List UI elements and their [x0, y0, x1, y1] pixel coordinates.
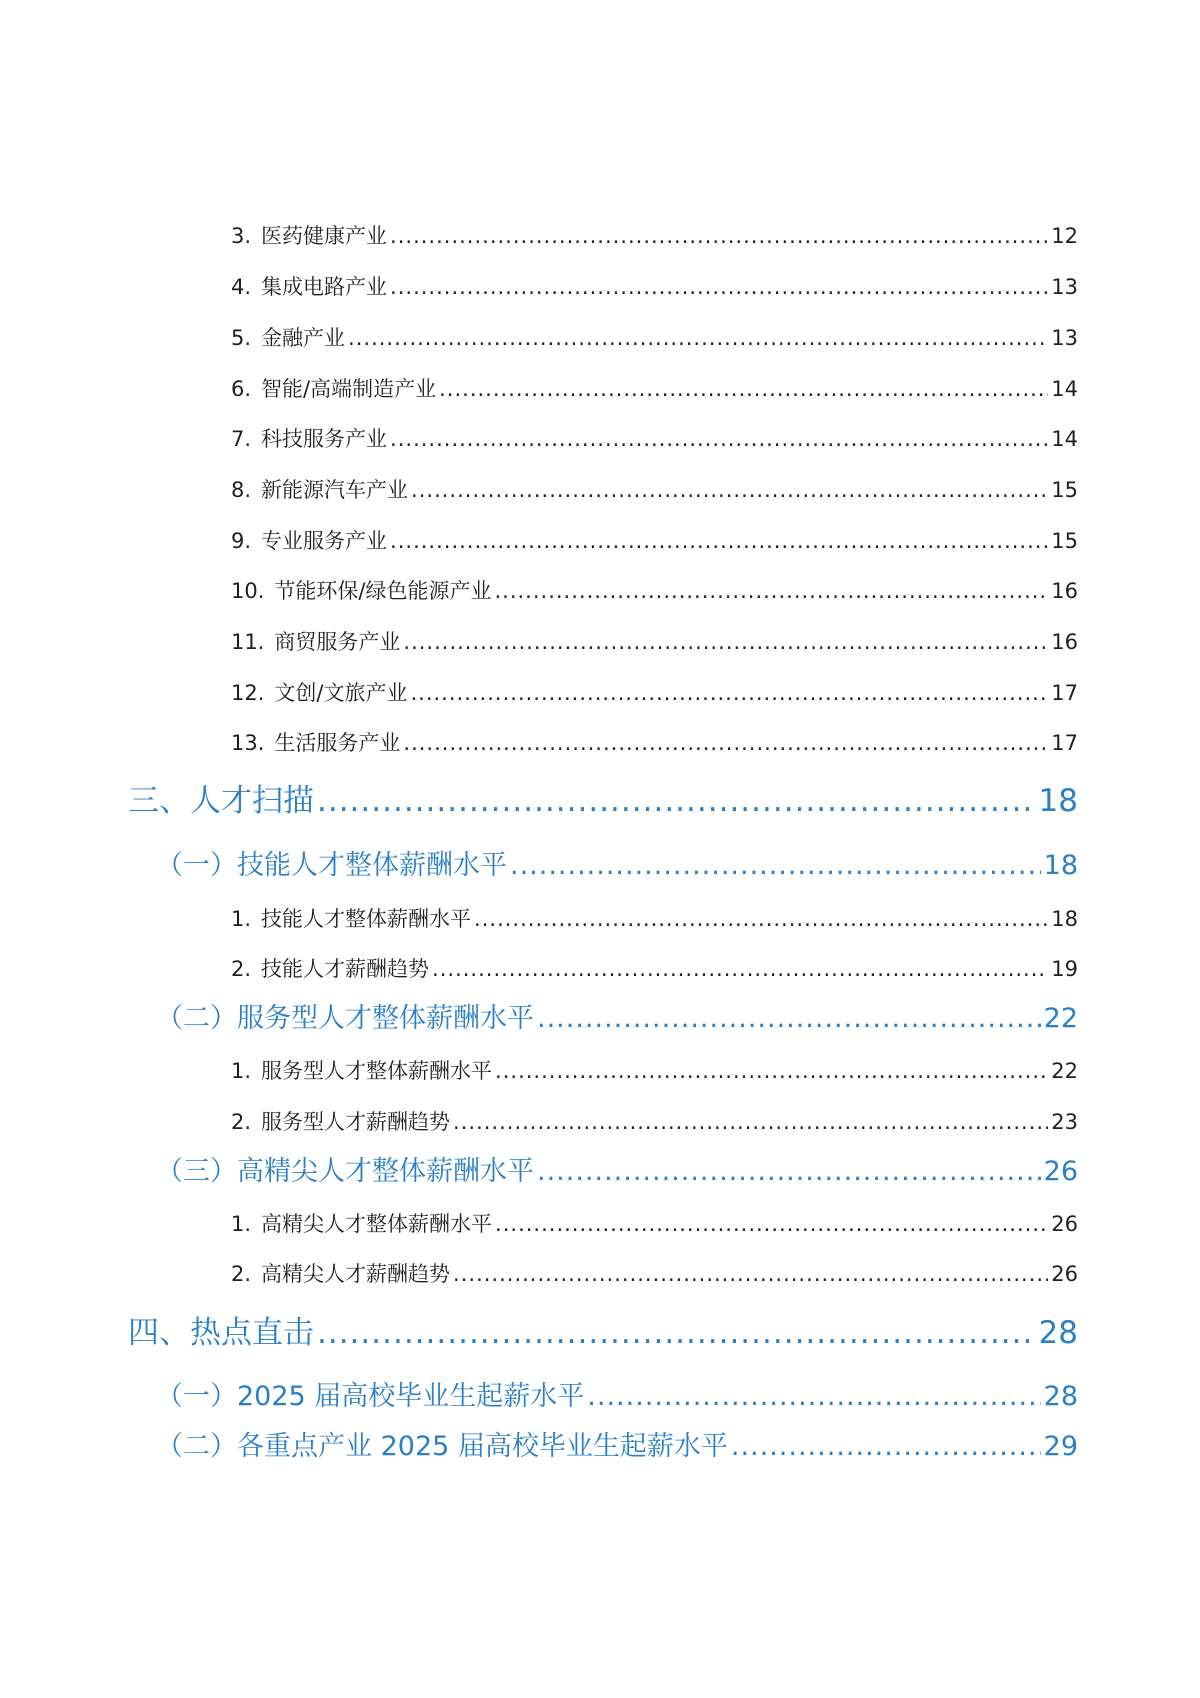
toc-entry-title: （一）技能人才整体薪酬水平: [156, 850, 507, 881]
dot-leader: [411, 478, 1048, 502]
toc-page-number: 14: [1051, 427, 1078, 451]
toc-entry[interactable]: [231, 373, 1078, 403]
toc-page-number: 26: [1051, 1262, 1078, 1286]
toc-page-number: 13: [1051, 275, 1078, 299]
toc-entry[interactable]: [231, 953, 1078, 983]
toc-entry-title: （三）高精尖人才整体薪酬水平: [156, 1156, 534, 1187]
toc-entry-title: 1. 高精尖人才整体薪酬水平: [231, 1212, 493, 1236]
toc-entry-number: 9.: [231, 529, 252, 553]
toc-subsection-heading[interactable]: [156, 843, 1078, 882]
dot-leader: [403, 731, 1048, 755]
toc-subsection-heading[interactable]: [156, 1149, 1078, 1188]
toc-entry-title: 2. 服务型人才薪酬趋势: [231, 1110, 451, 1134]
dot-leader: [474, 907, 1048, 931]
toc-page-number: 28: [1038, 1315, 1078, 1351]
toc-entry-number: 11.: [231, 630, 265, 654]
toc-entry-title: （二）各重点产业 2025 届高校毕业生起薪水平: [156, 1431, 728, 1462]
toc-page-number: 26: [1051, 1212, 1078, 1236]
toc-entry[interactable]: [231, 271, 1078, 301]
dot-leader: [403, 630, 1048, 654]
dot-leader: [432, 957, 1048, 981]
toc-entry-title: 1. 服务型人才整体薪酬水平: [231, 1059, 493, 1083]
toc-page-number: 14: [1051, 377, 1078, 401]
toc-entry-number: 7.: [231, 427, 252, 451]
toc-entry-title: 三、人才扫描: [128, 783, 314, 819]
dot-leader: [390, 529, 1048, 553]
toc-entry-title: 12. 文创/文旅产业: [231, 681, 408, 705]
toc-page-number: 19: [1051, 957, 1078, 981]
toc-page-number: 18: [1043, 850, 1078, 881]
toc-entry[interactable]: [231, 626, 1078, 656]
toc-entry-number: 1.: [231, 1212, 252, 1236]
toc-section-heading[interactable]: [128, 775, 1078, 820]
toc-entry[interactable]: [231, 727, 1078, 757]
dot-leader: [494, 579, 1048, 603]
toc-entry-title: 13. 生活服务产业: [231, 731, 401, 755]
toc-entry-title: 11. 商贸服务产业: [231, 630, 401, 654]
dot-leader: [453, 1262, 1048, 1286]
toc-entry-number: 5.: [231, 326, 252, 350]
dot-leader: [317, 1315, 1036, 1351]
toc-page-number: 28: [1043, 1381, 1078, 1412]
toc-entry-title: 7. 科技服务产业: [231, 427, 388, 451]
dot-leader: [537, 1156, 1041, 1187]
toc-entry-number: 10.: [231, 579, 265, 603]
toc-entry-title: 四、热点直击: [128, 1315, 314, 1351]
dot-leader: [439, 377, 1048, 401]
toc-entry-number: 3.: [231, 224, 252, 248]
dot-leader: [537, 1003, 1041, 1034]
toc-entry-number: 13.: [231, 731, 265, 755]
toc-entry[interactable]: [231, 1258, 1078, 1288]
toc-entry[interactable]: [231, 1106, 1078, 1136]
dot-leader: [510, 850, 1041, 881]
toc-entry-title: 6. 智能/高端制造产业: [231, 377, 437, 401]
toc-page-number: 16: [1051, 630, 1078, 654]
dot-leader: [587, 1381, 1040, 1412]
toc-page-number: 23: [1051, 1110, 1078, 1134]
toc-entry-title: 10. 节能环保/绿色能源产业: [231, 579, 492, 603]
toc-entry-title: 9. 专业服务产业: [231, 529, 388, 553]
toc-entry[interactable]: [231, 1208, 1078, 1238]
toc-page-number: 16: [1051, 579, 1078, 603]
toc-page-number: 18: [1038, 783, 1078, 819]
dot-leader: [410, 681, 1048, 705]
toc-entry-number: 2.: [231, 957, 252, 981]
toc-entry-number: 6.: [231, 377, 252, 401]
toc-subsection-heading[interactable]: [156, 1424, 1078, 1463]
toc-entry[interactable]: [231, 575, 1078, 605]
toc-entry[interactable]: [231, 474, 1078, 504]
toc-entry-number: 8.: [231, 478, 252, 502]
dot-leader: [348, 326, 1048, 350]
toc-page-number: 17: [1051, 681, 1078, 705]
dot-leader: [390, 275, 1048, 299]
toc-entry-number: 2.: [231, 1262, 252, 1286]
toc-entry-title: 5. 金融产业: [231, 326, 346, 350]
toc-page-number: 17: [1051, 731, 1078, 755]
dot-leader: [390, 224, 1048, 248]
toc-entry[interactable]: [231, 677, 1078, 707]
toc-entry-title: 3. 医药健康产业: [231, 224, 388, 248]
toc-page-number: 13: [1051, 326, 1078, 350]
toc-entry-title: 1. 技能人才整体薪酬水平: [231, 907, 472, 931]
dot-leader: [731, 1431, 1041, 1462]
toc-subsection-heading[interactable]: [156, 1374, 1078, 1413]
toc-entry-number: 1.: [231, 1059, 252, 1083]
toc-entry[interactable]: [231, 322, 1078, 352]
toc-subsection-heading[interactable]: [156, 996, 1078, 1035]
toc-entry[interactable]: [231, 525, 1078, 555]
toc-entry-title: 8. 新能源汽车产业: [231, 478, 409, 502]
toc-entry[interactable]: [231, 903, 1078, 933]
dot-leader: [495, 1212, 1048, 1236]
toc-entry-number: 2.: [231, 1110, 252, 1134]
toc-entry-title: （二）服务型人才整体薪酬水平: [156, 1003, 534, 1034]
toc-page-number: 12: [1051, 224, 1078, 248]
toc-entry-number: 1.: [231, 907, 252, 931]
toc-section-heading[interactable]: [128, 1307, 1078, 1352]
dot-leader: [317, 783, 1036, 819]
toc-page-number: 15: [1051, 529, 1078, 553]
toc-page-number: 15: [1051, 478, 1078, 502]
toc-page-number: 22: [1043, 1003, 1078, 1034]
toc-page-number: 18: [1051, 907, 1078, 931]
toc-entry-title: （一）2025 届高校毕业生起薪水平: [156, 1381, 585, 1412]
toc-page-number: 22: [1051, 1059, 1078, 1083]
dot-leader: [453, 1110, 1048, 1134]
toc-page-number: 26: [1043, 1156, 1078, 1187]
toc-entry[interactable]: [231, 423, 1078, 453]
toc-entry-number: 4.: [231, 275, 252, 299]
toc-entry-title: 2. 技能人才薪酬趋势: [231, 957, 430, 981]
dot-leader: [495, 1059, 1048, 1083]
toc-entry[interactable]: [231, 1055, 1078, 1085]
toc-entry-number: 12.: [231, 681, 265, 705]
toc-entry-title: 4. 集成电路产业: [231, 275, 388, 299]
toc-page-number: 29: [1043, 1431, 1078, 1462]
toc-entry[interactable]: [231, 220, 1078, 250]
toc-entry-title: 2. 高精尖人才薪酬趋势: [231, 1262, 451, 1286]
dot-leader: [390, 427, 1048, 451]
